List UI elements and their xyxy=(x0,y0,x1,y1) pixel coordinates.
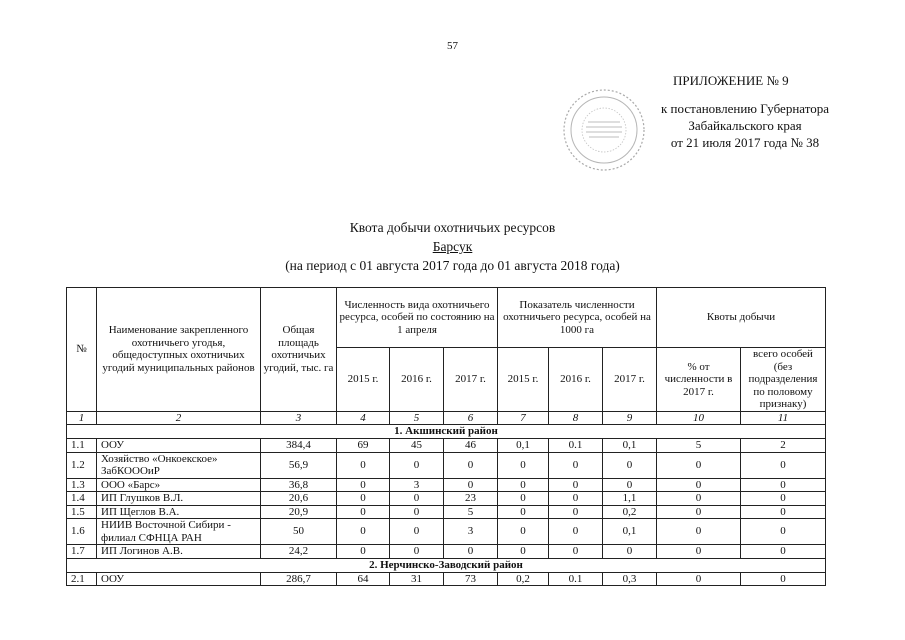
value-cell: 0 xyxy=(498,519,549,545)
value-cell: 0 xyxy=(498,492,549,506)
value-cell: 0 xyxy=(444,452,498,478)
section-title: 2. Нерчинско-Заводский район xyxy=(67,558,826,572)
table-row xyxy=(67,572,826,586)
value-cell: 73 xyxy=(444,572,498,586)
index-cell: 5 xyxy=(390,411,444,425)
title-line: Квота добычи охотничьих ресурсов xyxy=(349,220,556,235)
value-cell: 0 xyxy=(498,452,549,478)
value-cell: 0 xyxy=(657,452,741,478)
header-year: 2016 г. xyxy=(549,348,603,412)
row-number-cell: 1.3 xyxy=(67,478,97,492)
value-cell: 0 xyxy=(549,478,603,492)
hunting-ground-cell: Хозяйство «Онкоекское» ЗабКОООиР xyxy=(97,452,261,478)
header-year: 2015 г. xyxy=(337,348,390,412)
value-cell: 3 xyxy=(390,478,444,492)
value-cell: 5 xyxy=(657,439,741,453)
value-cell: 24,2 xyxy=(261,545,337,559)
species-name: Барсук xyxy=(432,239,473,254)
row-number-cell: 2.1 xyxy=(67,572,97,586)
value-cell: 0 xyxy=(390,545,444,559)
value-cell: 0 xyxy=(337,519,390,545)
value-cell: 50 xyxy=(261,519,337,545)
appendix-heading: ПРИЛОЖЕНИЕ № 9 xyxy=(673,73,789,88)
value-cell: 0 xyxy=(657,519,741,545)
value-cell: 0 xyxy=(741,452,826,478)
hunting-ground-cell: ООУ xyxy=(97,439,261,453)
value-cell: 0 xyxy=(337,478,390,492)
value-cell: 2 xyxy=(741,439,826,453)
row-number-cell: 1.1 xyxy=(67,439,97,453)
value-cell: 69 xyxy=(337,439,390,453)
value-cell: 45 xyxy=(390,439,444,453)
index-cell: 8 xyxy=(549,411,603,425)
value-cell: 0 xyxy=(549,519,603,545)
header-area: Общая площадь охотничьих угодий, тыс. га xyxy=(261,288,337,412)
value-cell: 0 xyxy=(657,545,741,559)
value-cell: 0 xyxy=(741,519,826,545)
value-cell: 0,3 xyxy=(603,572,657,586)
value-cell: 0 xyxy=(549,505,603,519)
header-year: 2016 г. xyxy=(390,348,444,412)
row-number-cell: 1.5 xyxy=(67,505,97,519)
value-cell: 0 xyxy=(337,545,390,559)
table-row xyxy=(67,505,826,519)
table-row xyxy=(67,519,826,545)
hunting-ground-cell: ИП Щеглов В.А. xyxy=(97,505,261,519)
value-cell: 0 xyxy=(549,452,603,478)
row-number-cell: 1.4 xyxy=(67,492,97,506)
hunting-ground-cell: ООО «Барс» xyxy=(97,478,261,492)
value-cell: 0 xyxy=(549,545,603,559)
value-cell: 31 xyxy=(390,572,444,586)
table-row xyxy=(67,492,826,506)
value-cell: 0 xyxy=(657,572,741,586)
index-cell: 6 xyxy=(444,411,498,425)
value-cell: 0 xyxy=(741,545,826,559)
index-cell: 3 xyxy=(261,411,337,425)
value-cell: 20,6 xyxy=(261,492,337,506)
value-cell: 0 xyxy=(603,545,657,559)
decree-reference xyxy=(630,100,860,151)
hunting-ground-cell: ИП Глушков В.Л. xyxy=(97,492,261,506)
header-count-group: Численность вида охотничьего ресурса, особей по состоянию на 1 апреля xyxy=(337,288,498,348)
table-row xyxy=(67,478,826,492)
value-cell: 0,1 xyxy=(603,439,657,453)
value-cell: 0 xyxy=(337,452,390,478)
quota-table xyxy=(66,287,826,586)
value-cell: 286,7 xyxy=(261,572,337,586)
period-line: (на период с 01 августа 2017 года до 01 августа 2018 года) xyxy=(285,258,620,273)
index-cell: 7 xyxy=(498,411,549,425)
value-cell: 0 xyxy=(337,492,390,506)
header-quota-percent: % от численности в 2017 г. xyxy=(657,348,741,412)
value-cell: 384,4 xyxy=(261,439,337,453)
table-body xyxy=(67,411,826,586)
index-cell: 1 xyxy=(67,411,97,425)
row-number-cell: 1.6 xyxy=(67,519,97,545)
header-quota-total: всего особей (без подразделения по половому признаку) xyxy=(741,348,826,412)
value-cell: 3 xyxy=(444,519,498,545)
value-cell: 0 xyxy=(390,492,444,506)
value-cell: 0 xyxy=(498,505,549,519)
value-cell: 0,2 xyxy=(603,505,657,519)
decree-line: к постановлению Губернатора xyxy=(660,101,830,116)
value-cell: 0 xyxy=(390,519,444,545)
header-quota-group: Квоты добычи xyxy=(657,288,826,348)
index-cell: 11 xyxy=(741,411,826,425)
value-cell: 0 xyxy=(657,505,741,519)
table-row xyxy=(67,439,826,453)
value-cell: 0,1 xyxy=(603,519,657,545)
value-cell: 0.1 xyxy=(549,439,603,453)
header-year: 2015 г. xyxy=(498,348,549,412)
table-row xyxy=(67,452,826,478)
value-cell: 0 xyxy=(444,545,498,559)
value-cell: 46 xyxy=(444,439,498,453)
value-cell: 0 xyxy=(498,545,549,559)
value-cell: 0 xyxy=(498,478,549,492)
value-cell: 0 xyxy=(741,478,826,492)
value-cell: 0 xyxy=(741,505,826,519)
decree-line: от 21 июля 2017 года № 38 xyxy=(670,135,820,150)
value-cell: 0 xyxy=(603,478,657,492)
value-cell: 0,2 xyxy=(498,572,549,586)
header-year: 2017 г. xyxy=(444,348,498,412)
value-cell: 0 xyxy=(741,572,826,586)
decree-line: Забайкальского края xyxy=(688,118,802,133)
value-cell: 1,1 xyxy=(603,492,657,506)
row-number-cell: 1.7 xyxy=(67,545,97,559)
value-cell: 0 xyxy=(444,478,498,492)
header-name: Наименование закрепленного охотничьего угодья, общедоступных охотничьих угодий муниципальных районов xyxy=(97,288,261,412)
index-cell: 2 xyxy=(97,411,261,425)
header-density-group: Показатель численности охотничьего ресурса, особей на 1000 га xyxy=(498,288,657,348)
document-title xyxy=(0,218,905,275)
column-index-row xyxy=(67,411,826,425)
index-cell: 4 xyxy=(337,411,390,425)
index-cell: 10 xyxy=(657,411,741,425)
header-year: 2017 г. xyxy=(603,348,657,412)
value-cell: 0 xyxy=(657,478,741,492)
header-number: № xyxy=(67,288,97,412)
value-cell: 0 xyxy=(390,505,444,519)
hunting-ground-cell: ИП Логинов А.В. xyxy=(97,545,261,559)
value-cell: 23 xyxy=(444,492,498,506)
value-cell: 0 xyxy=(337,505,390,519)
hunting-ground-cell: НИИВ Восточной Сибири - филиал СФНЦА РАН xyxy=(97,519,261,545)
value-cell: 0 xyxy=(741,492,826,506)
index-cell: 9 xyxy=(603,411,657,425)
value-cell: 64 xyxy=(337,572,390,586)
row-number-cell: 1.2 xyxy=(67,452,97,478)
value-cell: 0 xyxy=(390,452,444,478)
hunting-ground-cell: ООУ xyxy=(97,572,261,586)
value-cell: 36,8 xyxy=(261,478,337,492)
section-row xyxy=(67,558,826,572)
value-cell: 0 xyxy=(657,492,741,506)
table-row xyxy=(67,545,826,559)
value-cell: 5 xyxy=(444,505,498,519)
value-cell: 20,9 xyxy=(261,505,337,519)
page-number: 57 xyxy=(447,40,458,52)
value-cell: 56,9 xyxy=(261,452,337,478)
section-title: 1. Акшинский район xyxy=(67,425,826,439)
section-row xyxy=(67,425,826,439)
value-cell: 0,1 xyxy=(498,439,549,453)
value-cell: 0 xyxy=(549,492,603,506)
value-cell: 0 xyxy=(603,452,657,478)
value-cell: 0.1 xyxy=(549,572,603,586)
